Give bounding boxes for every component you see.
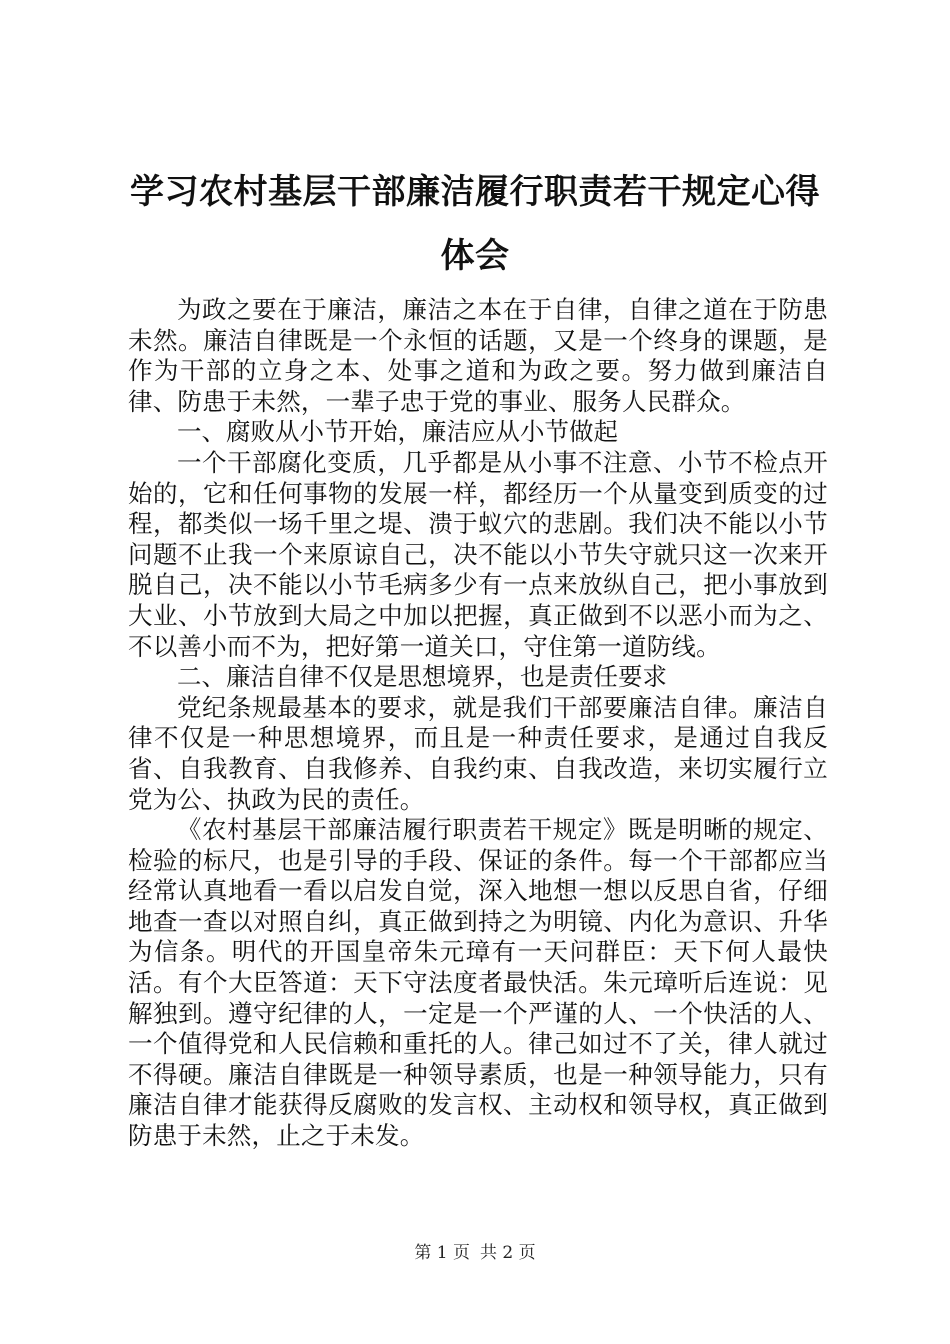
- page-number-current: 第 1 页: [414, 1243, 470, 1263]
- section-heading-2: 二、廉洁自律不仅是思想境界，也是责任要求: [177, 662, 667, 692]
- page-footer: [0, 1242, 950, 1264]
- title-line-2: 体会: [440, 236, 510, 276]
- paragraph-section-2b: 《农村基层干部廉洁履行职责若干规定》既是明晰的规定、检验的标尺，也是引导的手段、保证的条件。每一个干部都应当经常认真地看一看以启发自觉，深入地想一想以反思自省，仔细地查一查以对照自纠，真正做到持之为明镜、内化为意识、升华为信条。明代的开国皇帝朱元璋有一天问群臣：天下何人最快活。有个大臣答道：天下守法度者最快活。朱元璋听后连说：见解独到。遵守纪律的人，一定是一个严谨的人、一个快活的人、一个值得党和人民信赖和重托的人。律己如过不了关，律人就过不得硬。廉洁自律既是一种领导素质，也是一种领导能力，只有廉洁自律才能获得反腐败的发言权、主动权和领导权，真正做到防患于未然，止之于未发。: [128, 815, 828, 1151]
- document-body: [128, 295, 828, 1152]
- paragraph-section-2a: 党纪条规最基本的要求，就是我们干部要廉洁自律。廉洁自律不仅是一种思想境界，而且是一种责任要求，是通过自我反省、自我教育、自我修养、自我约束、自我改造，来切实履行立党为公、执政为民的责任。: [128, 692, 828, 814]
- section-heading-1: 一、腐败从小节开始，廉洁应从小节做起: [177, 417, 618, 447]
- title-line-1: 学习农村基层干部廉洁履行职责若干规定心得: [130, 172, 820, 212]
- document-title: [100, 160, 850, 288]
- paragraph-section-1: 一个干部腐化变质，几乎都是从小事不注意、小节不检点开始的，它和任何事物的发展一样，都经历一个从量变到质变的过程，都类似一场千里之堤、溃于蚁穴的悲剧。我们决不能以小节问题不止我一个来原谅自己，决不能以小节失守就只这一次来开脱自己，决不能以小节毛病多少有一点来放纵自己，把小事放到大业、小节放到大局之中加以把握，真正做到不以恶小而为之、不以善小而不为，把好第一道关口，守住第一道防线。: [128, 447, 828, 661]
- page-number-total: 共 2 页: [480, 1243, 536, 1263]
- paragraph-intro: 为政之要在于廉洁，廉洁之本在于自律，自律之道在于防患未然。廉洁自律既是一个永恒的话题，又是一个终身的课题，是作为干部的立身之本、处事之道和为政之要。努力做到廉洁自律、防患于未然，一辈子忠于党的事业、服务人民群众。: [128, 295, 828, 416]
